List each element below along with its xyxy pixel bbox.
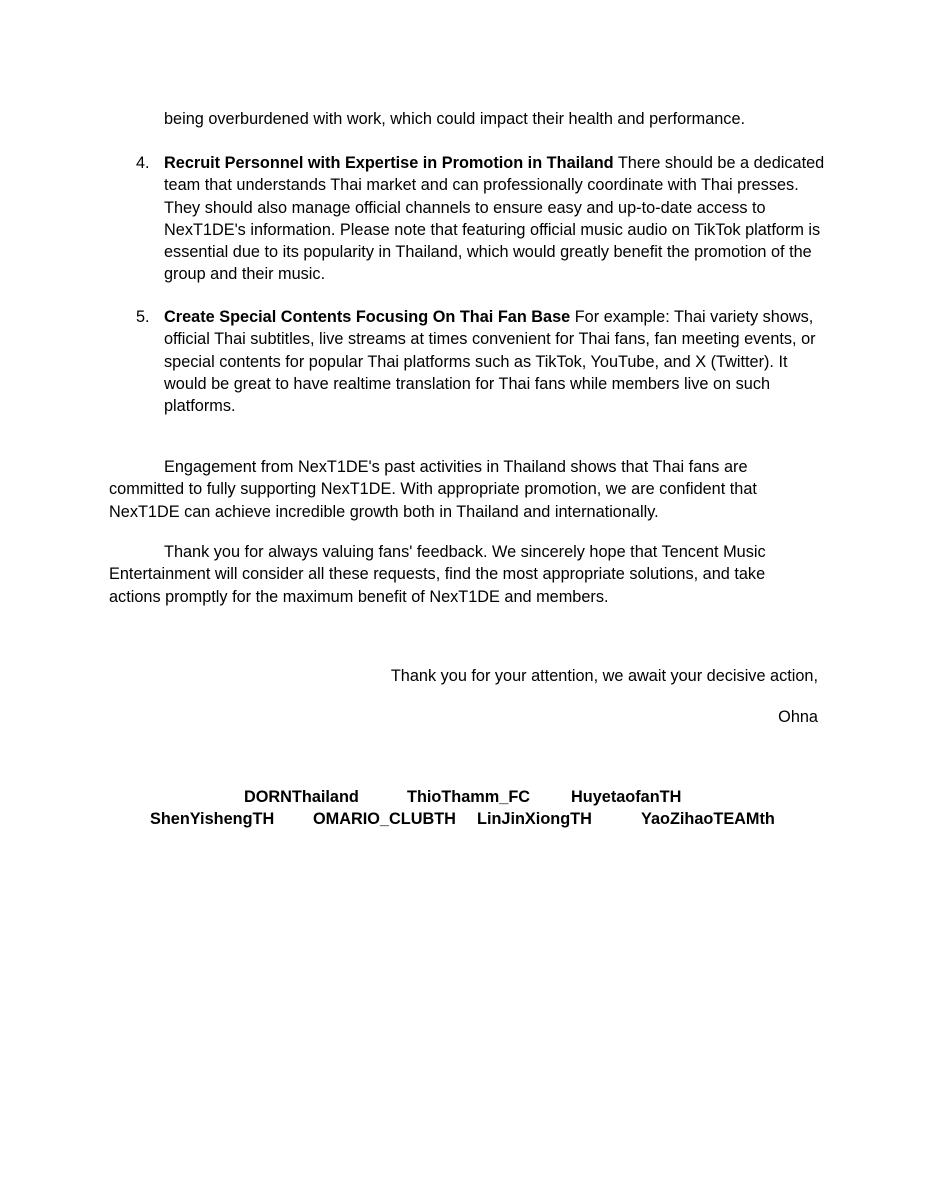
list-number: 4. [136,154,150,172]
fanclub-name: OMARIO_CLUBTH [313,810,456,828]
list-item-title: Recruit Personnel with Expertise in Promotion in Thailand [164,154,614,172]
fanclub-name: ShenYishengTH [150,810,275,828]
fanclub-name: ThioThamm_FC [407,788,531,806]
fanclub-name: HuyetaofanTH [571,788,682,806]
fanclub-name: DORNThailand [244,788,359,806]
signature: Ohna [778,708,818,726]
closing-line: Thank you for your attention, we await your decisive action, [390,667,818,685]
list-number: 5. [136,308,150,326]
list-item-text: For example: Thai variety shows, official Thai subtitles, live streams at times convenient for Thai fans, fan meeting events, or special contents for popular Thai platforms such as TikTok, YouTube, and X (Twitter). It would be great to have realtime translation for Thai fans while members live on such platforms. [164,308,816,416]
list-item-body [164,152,826,286]
list-item-text: There should be a dedicated team that understands Thai market and can professionally coordinate with Thai presses. They should also manage official channels to ensure easy and up-to-date access to NexT1DE's information. Please note that featuring official music audio on TikTok platform is essential due to its popularity in Thailand, which would greatly benefit the promotion of the group and their music. [164,154,825,284]
fanclub-name: YaoZihaoTEAMth [641,810,775,828]
fanclub-name: LinJinXiongTH [477,810,592,828]
paragraph-thanks: Thank you for always valuing fans' feedback. We sincerely hope that Tencent Music Entertainment will consider all these requests, find the most appropriate solutions, and take actions promptly for the maximum benefit of NexT1DE and members. [109,543,766,606]
list-item-title: Create Special Contents Focusing On Thai Fan Base [164,308,571,326]
list-item-body [164,306,826,417]
paragraph-engagement: Engagement from NexT1DE's past activities in Thailand shows that Thai fans are committed to fully supporting NexT1DE. With appropriate promotion, we are confident that NexT1DE can achieve incredible growth both in Thailand and internationally. [109,458,757,521]
list-item-continuation: being overburdened with work, which could impact their health and performance. [164,110,746,128]
